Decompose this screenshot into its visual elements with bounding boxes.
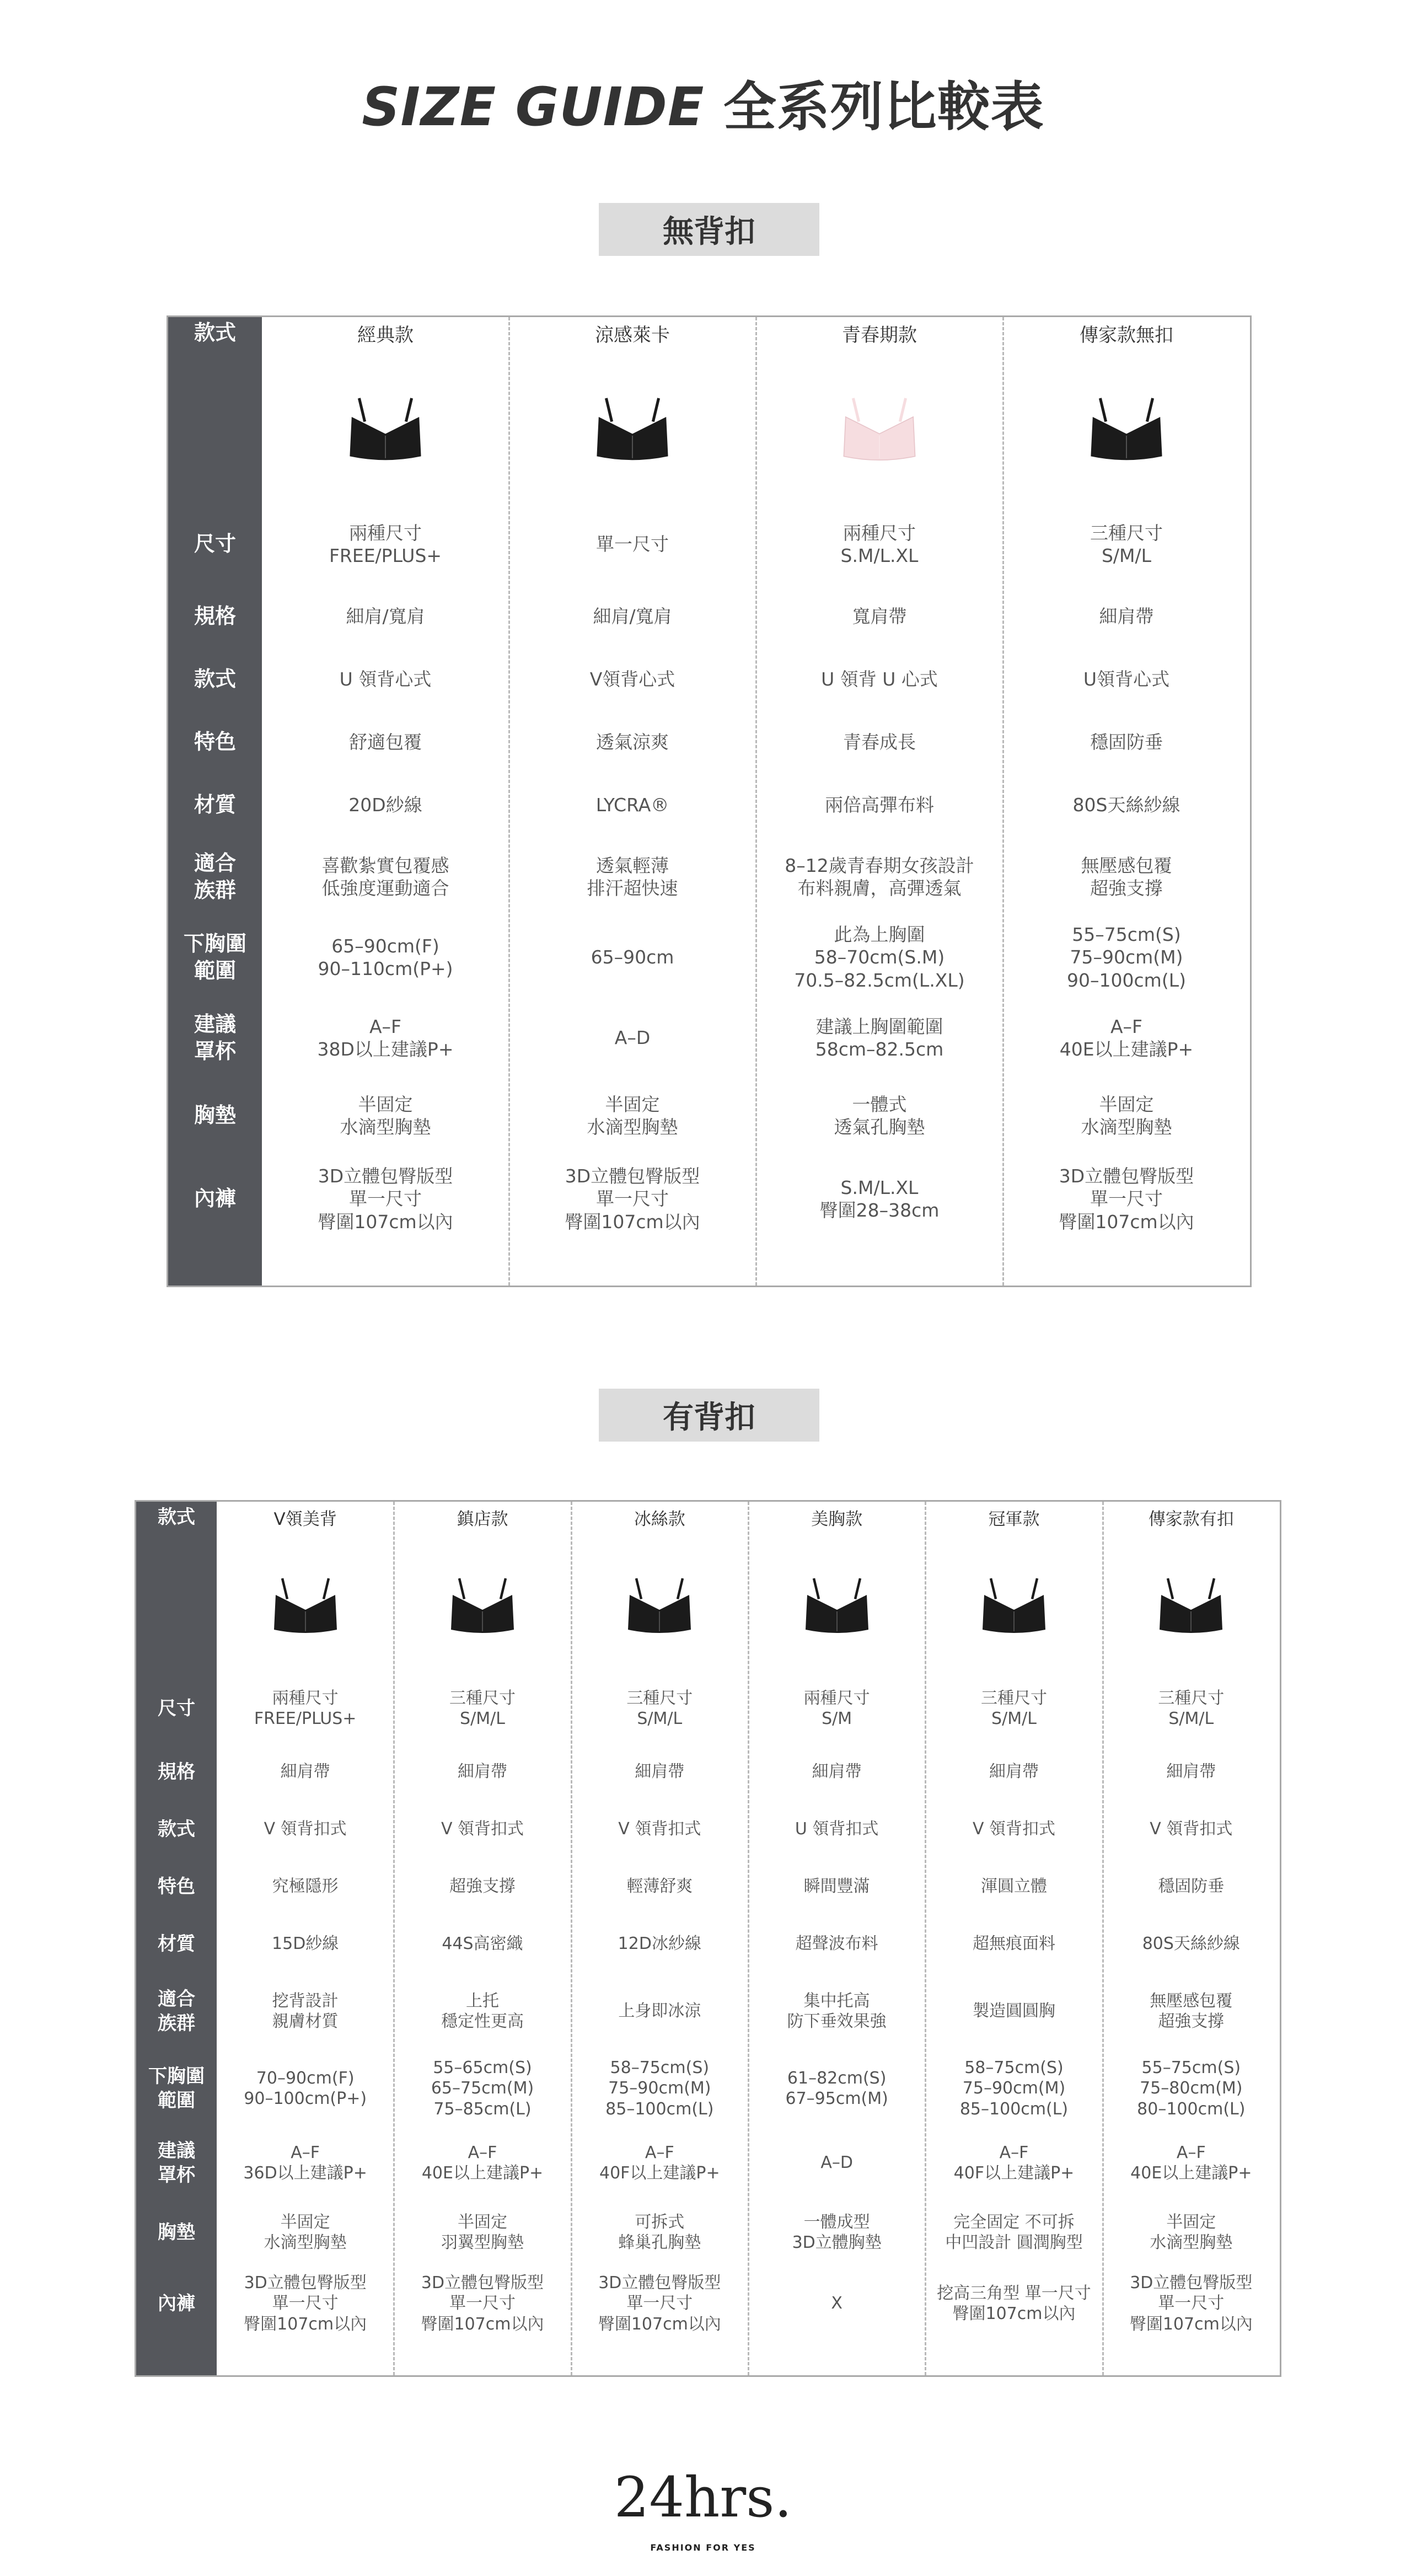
spec-value: 80S天絲紗線 <box>1072 794 1180 816</box>
spec-value: 半固定 水滴型胸墊 <box>1081 1093 1172 1138</box>
spec-value: 集中托高 防下垂效果強 <box>787 1991 887 2031</box>
spec-value: 3D立體包臀版型 單一尺寸 臀圍107cm以內 <box>318 1165 453 1233</box>
brand-tagline: FASHION FOR YES <box>650 2542 756 2553</box>
spec-value: 青春成長 <box>843 731 916 753</box>
spec-value: V領背心式 <box>589 668 675 690</box>
product-image <box>1003 349 1250 504</box>
spec-value: A–D <box>820 2153 853 2173</box>
spec-value: 15D紗線 <box>272 1934 339 1954</box>
spec-value: 細肩帶 <box>280 1762 330 1782</box>
spec-value: 單一尺寸 <box>596 533 669 555</box>
row-label: 胸墊 <box>158 2221 195 2243</box>
row-label: 款式 <box>194 320 236 345</box>
spec-value: 8–12歲青春期女孩設計 布料親膚，高彈透氣 <box>785 854 974 899</box>
row-label: 特色 <box>158 1875 195 1898</box>
spec-value: 上托 穩定性更高 <box>441 1991 524 2031</box>
spec-value: 半固定 水滴型胸墊 <box>587 1093 678 1138</box>
spec-value: A–F 38D以上建議P+ <box>317 1015 454 1060</box>
row-label: 材質 <box>158 1932 195 1955</box>
row-label: 尺寸 <box>158 1697 195 1720</box>
page-title-en: SIZE GUIDE <box>362 76 705 138</box>
spec-value: 挖背設計 親膚材質 <box>272 1991 339 2031</box>
row-label: 款式 <box>194 667 236 692</box>
spec-value: 細肩帶 <box>635 1762 685 1782</box>
spec-value: 兩種尺寸 FREE/PLUS+ <box>329 522 442 566</box>
spec-value: 透氣涼爽 <box>596 731 669 753</box>
spec-value: 細肩/寬肩 <box>346 606 425 628</box>
brand-logo: 24hrs. <box>614 2465 792 2530</box>
spec-value: A–F 40E以上建議P+ <box>1059 1015 1194 1060</box>
spec-value: 超聲波布料 <box>795 1934 878 1954</box>
spec-value: 建議上胸圍範圍 58cm–82.5cm <box>815 1015 944 1060</box>
column-title: 經典款 <box>357 324 414 346</box>
spec-value: 無壓感包覆 超強支撐 <box>1150 1991 1233 2031</box>
spec-value: 瞬間豐滿 <box>803 1877 870 1897</box>
spec-value: 一體式 透氣孔胸墊 <box>834 1093 925 1138</box>
row-label: 適合 族群 <box>194 850 236 902</box>
spec-value: 此為上胸圍 58–70cm(S.M) 70.5–82.5cm(L.XL) <box>794 924 965 991</box>
spec-value: 70–90cm(F) 90–100cm(P+) <box>244 2068 367 2108</box>
spec-value: A–F 36D以上建議P+ <box>243 2143 367 2183</box>
spec-value: 兩種尺寸 S.M/L.XL <box>840 522 919 566</box>
spec-value: 舒適包覆 <box>349 731 422 753</box>
column-title: 青春期款 <box>842 324 917 346</box>
spec-value: 半固定 水滴型胸墊 <box>1150 2212 1233 2252</box>
row-label: 下胸圍 範圍 <box>183 931 246 983</box>
spec-value: 三種尺寸 S/M/L <box>980 1688 1047 1728</box>
spec-value: 20D紗線 <box>348 794 422 816</box>
row-label: 內褲 <box>194 1186 236 1211</box>
spec-value: 細肩/寬肩 <box>593 606 672 628</box>
spec-value: 細肩帶 <box>989 1762 1039 1782</box>
row-label: 下胸圍 範圍 <box>148 2065 205 2112</box>
row-label: 款式 <box>158 1818 195 1840</box>
product-image <box>217 1533 394 1674</box>
row-label: 尺寸 <box>194 532 236 556</box>
spec-value: V 領背扣式 <box>264 1819 347 1839</box>
spec-value: 超無痕面料 <box>972 1934 1055 1954</box>
bra-icon-black <box>618 1562 701 1645</box>
spec-value: 3D立體包臀版型 單一尺寸 臀圍107cm以內 <box>421 2273 544 2334</box>
spec-value: 穩固防垂 <box>1090 731 1163 753</box>
spec-value: 細肩帶 <box>1099 606 1154 628</box>
column-title: 鎮店款 <box>457 1509 508 1529</box>
spec-value: 65–90cm(F) 90–110cm(P+) <box>318 935 453 979</box>
bra-icon-black <box>796 1562 878 1645</box>
bra-icon-black <box>1150 1562 1232 1645</box>
spec-value: 3D立體包臀版型 單一尺寸 臀圍107cm以內 <box>244 2273 367 2334</box>
spec-value: V 領背扣式 <box>972 1819 1056 1839</box>
spec-value: 三種尺寸 S/M/L <box>449 1688 516 1728</box>
spec-value: 兩種尺寸 FREE/PLUS+ <box>254 1688 357 1728</box>
spec-value: 超強支撐 <box>449 1877 516 1897</box>
spec-value: 55–75cm(S) 75–80cm(M) 80–100cm(L) <box>1137 2058 1246 2119</box>
spec-value: A–F 40E以上建議P+ <box>1130 2143 1252 2183</box>
bra-icon-black <box>973 1562 1055 1645</box>
spec-value: X <box>831 2294 842 2313</box>
spec-value: 製造圓圓胸 <box>972 2001 1055 2021</box>
spec-value: U領背心式 <box>1083 668 1170 690</box>
row-label: 建議 罩杯 <box>158 2139 195 2186</box>
spec-value: U 領背扣式 <box>795 1819 879 1839</box>
product-image <box>756 349 1003 504</box>
column-title: 冰絲款 <box>634 1509 685 1529</box>
section-header-with-hook: 有背扣 <box>599 1389 819 1442</box>
spec-value: 輕薄舒爽 <box>626 1877 693 1897</box>
spec-value: S.M/L.XL 臀圍28–38cm <box>819 1176 940 1221</box>
spec-value: 兩倍高彈布料 <box>825 794 934 816</box>
bra-icon-pink <box>833 379 926 473</box>
row-label: 材質 <box>194 792 236 817</box>
spec-value: 3D立體包臀版型 單一尺寸 臀圍107cm以內 <box>565 1165 700 1233</box>
column-title: 涼感萊卡 <box>595 324 670 346</box>
spec-value: 55–65cm(S) 65–75cm(M) 75–85cm(L) <box>431 2058 534 2119</box>
product-image <box>571 1533 748 1674</box>
bra-icon-black <box>586 379 679 473</box>
column-title: 冠軍款 <box>988 1509 1040 1529</box>
size-table-no-hook <box>167 315 1252 1287</box>
spec-value: A–D <box>614 1027 651 1049</box>
spec-value: LYCRA® <box>595 794 669 816</box>
product-image <box>748 1533 925 1674</box>
product-image <box>262 349 509 504</box>
spec-value: 三種尺寸 S/M/L <box>1158 1688 1225 1728</box>
spec-value: 12D冰紗線 <box>618 1934 701 1954</box>
spec-value: 44S高密織 <box>442 1934 523 1954</box>
spec-value: U 領背心式 <box>339 668 432 690</box>
spec-value: A–F 40F以上建議P+ <box>599 2143 720 2183</box>
spec-value: 半固定 羽翼型胸墊 <box>441 2212 524 2252</box>
spec-value: 一體成型 3D立體胸墊 <box>792 2212 882 2252</box>
row-label: 適合 族群 <box>158 1988 195 2034</box>
spec-value: 三種尺寸 S/M/L <box>1090 522 1163 566</box>
product-image <box>1103 1533 1280 1674</box>
row-label: 特色 <box>194 730 236 754</box>
spec-value: 58–75cm(S) 75–90cm(M) 85–100cm(L) <box>959 2058 1069 2119</box>
spec-value: V 領背扣式 <box>1150 1819 1233 1839</box>
spec-value: 58–75cm(S) 75–90cm(M) 85–100cm(L) <box>605 2058 714 2119</box>
spec-value: 渾圓立體 <box>980 1877 1047 1897</box>
spec-value: 半固定 水滴型胸墊 <box>264 2212 347 2252</box>
bra-icon-black <box>339 379 432 473</box>
spec-value: 3D立體包臀版型 單一尺寸 臀圍107cm以內 <box>1129 2273 1253 2334</box>
spec-value: 61–82cm(S) 67–95cm(M) <box>785 2068 888 2108</box>
spec-value: 完全固定 不可拆 中凹設計 圓潤胸型 <box>945 2212 1083 2252</box>
spec-value: 透氣輕薄 排汗超快速 <box>587 854 678 899</box>
spec-value: V 領背扣式 <box>441 1819 524 1839</box>
spec-value: A–F 40E以上建議P+ <box>421 2143 544 2183</box>
spec-value: 可拆式 蜂巢孔胸墊 <box>618 2212 701 2252</box>
product-image <box>925 1533 1102 1674</box>
row-label: 胸墊 <box>194 1103 236 1128</box>
product-image <box>509 349 756 504</box>
spec-value: 挖高三角型 單一尺寸 臀圍107cm以內 <box>937 2283 1091 2323</box>
spec-value: 上身即冰涼 <box>618 2001 701 2021</box>
spec-value: 55–75cm(S) 75–90cm(M) 90–100cm(L) <box>1067 924 1186 991</box>
spec-value: 寬肩帶 <box>852 606 907 628</box>
section-header-no-hook: 無背扣 <box>599 203 819 256</box>
row-label: 規格 <box>158 1760 195 1783</box>
spec-value: 無壓感包覆 超強支撐 <box>1081 854 1172 899</box>
spec-value: 3D立體包臀版型 單一尺寸 臀圍107cm以內 <box>598 2273 721 2334</box>
column-title: 傳家款無扣 <box>1080 324 1173 346</box>
spec-value: 三種尺寸 S/M/L <box>626 1688 693 1728</box>
spec-value: 65–90cm <box>591 946 674 968</box>
row-label: 規格 <box>194 604 236 629</box>
column-title: 美胸款 <box>811 1509 863 1529</box>
bra-icon-black <box>1080 379 1173 473</box>
spec-value: A–F 40F以上建議P+ <box>953 2143 1075 2183</box>
spec-value: 80S天絲紗線 <box>1142 1934 1240 1954</box>
spec-value: 細肩帶 <box>457 1762 507 1782</box>
spec-value: U 領背 U 心式 <box>821 668 938 690</box>
row-label: 建議 罩杯 <box>194 1011 236 1063</box>
row-label: 內褲 <box>158 2292 195 2315</box>
spec-value: 半固定 水滴型胸墊 <box>340 1093 431 1138</box>
column-title: V領美背 <box>273 1509 337 1529</box>
spec-value: 3D立體包臀版型 單一尺寸 臀圍107cm以內 <box>1059 1165 1194 1233</box>
size-table-with-hook <box>135 1500 1281 2377</box>
row-label: 款式 <box>158 1506 195 1528</box>
page-title-zh: 全系列比較表 <box>723 76 1044 138</box>
spec-value: 兩種尺寸 S/M <box>803 1688 870 1728</box>
spec-value: 細肩帶 <box>1166 1762 1216 1782</box>
spec-value: 穩固防垂 <box>1158 1877 1225 1897</box>
column-title: 傳家款有扣 <box>1148 1509 1234 1529</box>
spec-value: V 領背扣式 <box>618 1819 701 1839</box>
spec-value: 細肩帶 <box>812 1762 862 1782</box>
page-title <box>0 65 1406 141</box>
bra-icon-black <box>441 1562 524 1645</box>
spec-value: 究極隱形 <box>272 1877 339 1897</box>
bra-icon-black <box>264 1562 347 1645</box>
spec-value: 喜歡紮實包覆感 低強度運動適合 <box>321 854 449 899</box>
product-image <box>394 1533 571 1674</box>
